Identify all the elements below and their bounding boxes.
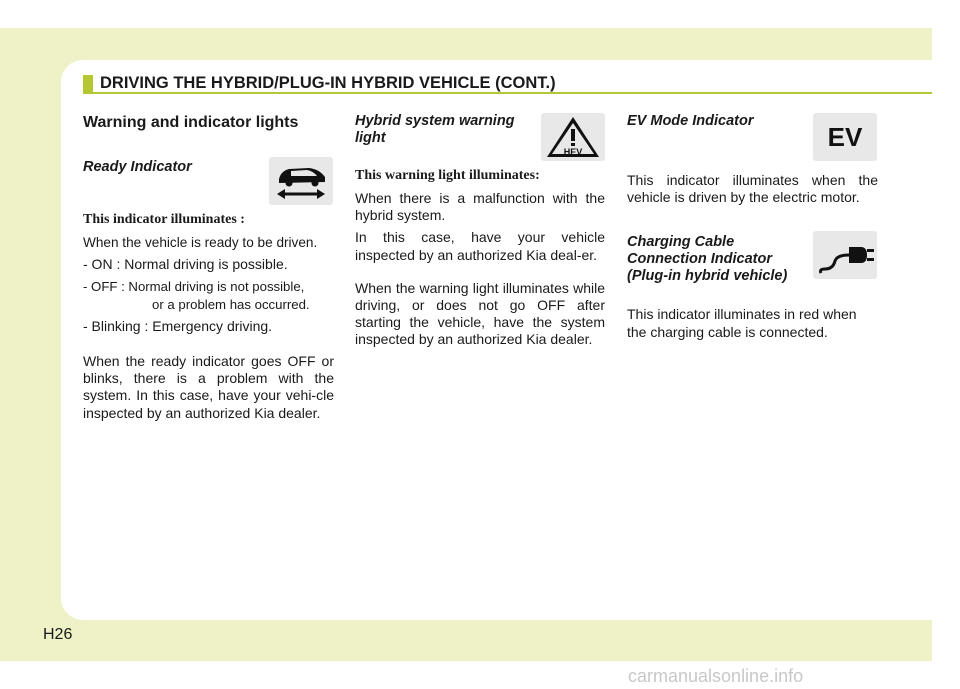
ready-off-item: - OFF : Normal driving is not possible, xyxy=(83,279,305,295)
hybrid-warning-para-3: When the warning light illuminates while driving, or does not go OFF after starting the vehicle, have the system inspected by an authorized Kia dealer. xyxy=(355,279,605,348)
ready-indicator-title: Ready Indicator xyxy=(83,159,192,175)
ready-paragraph: When the ready indicator goes OFF or blinks, there is a problem with the system. In this case, have your vehi-cle inspected by an authorized Kia dealer. xyxy=(83,353,334,421)
section-title: Warning and indicator lights xyxy=(83,114,299,131)
charging-title-1: Charging Cable xyxy=(627,234,735,251)
ready-lead: This indicator illuminates : xyxy=(83,212,245,227)
ready-on-item: - ON : Normal driving is possible. xyxy=(83,256,288,273)
page-number: H26 xyxy=(43,626,73,643)
ev-icon-label: EV xyxy=(827,121,863,152)
ev-mode-paragraph: This indicator illuminates when the vehicle is driven by the electric motor. xyxy=(627,172,878,206)
watermark: carmanualsonline.info xyxy=(628,666,804,686)
charging-title-2: Connection Indicator xyxy=(627,251,772,268)
hybrid-warning-title: Hybrid system warning light xyxy=(355,113,515,146)
charging-cable-icon xyxy=(813,231,877,279)
ready-line-1: When the vehicle is ready to be driven. xyxy=(83,235,318,250)
hybrid-warning-para-2: In this case, have your vehicle inspected by an authorized Kia deal-er. xyxy=(355,229,605,263)
ready-indicator-icon xyxy=(269,157,333,205)
charging-title-3: (Plug-in hybrid vehicle) xyxy=(627,268,788,285)
hybrid-warning-para-1: When there is a malfunction with the hybrid system. xyxy=(355,190,605,224)
hev-warning-icon xyxy=(541,113,605,161)
ev-mode-icon xyxy=(813,113,877,161)
charging-paragraph: This indicator illuminates in red when the charging cable is connected. xyxy=(627,306,857,340)
ready-blink-item: - Blinking : Emergency driving. xyxy=(83,317,273,334)
page-header-title: DRIVING THE HYBRID/PLUG-IN HYBRID VEHICLE (CONT.) xyxy=(100,74,556,92)
header-accent-bar xyxy=(83,75,93,94)
hev-icon-label: HEV xyxy=(563,147,583,157)
ev-mode-title: EV Mode Indicator xyxy=(627,113,754,129)
hybrid-warning-lead: This warning light illuminates: xyxy=(355,168,540,183)
ready-off-continuation: or a problem has occurred. xyxy=(152,296,310,312)
